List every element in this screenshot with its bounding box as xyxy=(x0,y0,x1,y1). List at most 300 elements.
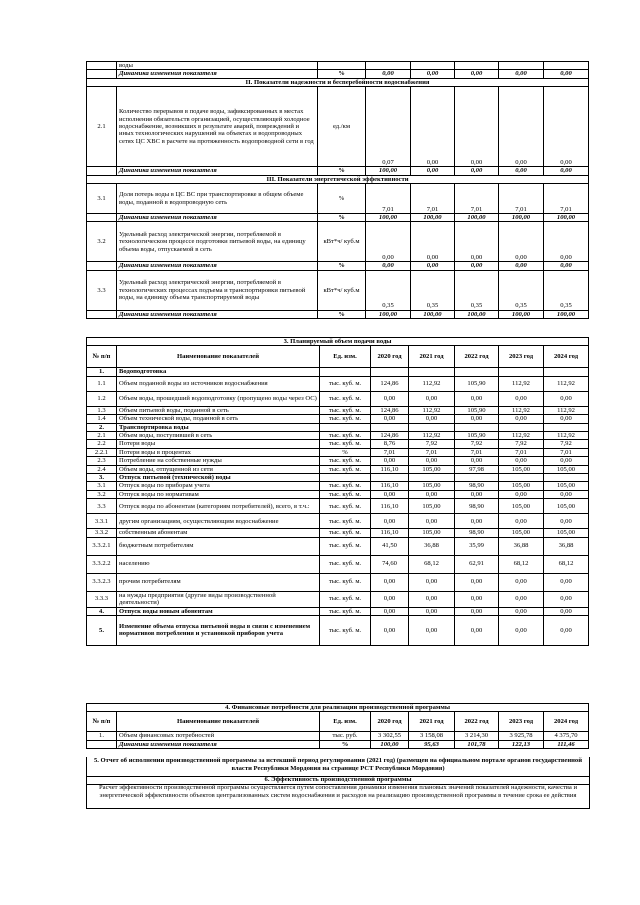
value-cell: 7,01 xyxy=(544,184,589,214)
value-cell: 105,00 xyxy=(409,499,455,514)
row-label: собственным абонентам xyxy=(117,529,320,537)
value-cell: 68,12 xyxy=(499,555,544,573)
value-cell: 0,00 xyxy=(409,514,455,529)
table-row xyxy=(87,514,589,529)
table-row xyxy=(87,740,589,748)
value-cell: 0,00 xyxy=(499,514,544,529)
table-header-row xyxy=(87,346,589,368)
value-cell: 0,00 xyxy=(455,167,499,175)
row-label: Количество перерывов в подаче воды, зафиксированных в местах исполнения обязательств организацией, осуществляющей холодное водоснабжение, возникших в результате аварий, повреждений и иных технологических нарушений на объектах и водопроводных сетях ЦС ХВС в расчете на протяженность водопроводной сети в год xyxy=(117,87,318,167)
unit-cell: тыс. куб. м. xyxy=(320,514,371,529)
value-cell: 0,00 xyxy=(409,615,455,645)
unit-cell: % xyxy=(318,310,366,318)
value-cell: 68,12 xyxy=(544,555,589,573)
value-cell: 100,00 xyxy=(544,310,589,318)
finance-table xyxy=(86,703,589,749)
value-cell: 0,35 xyxy=(544,270,589,310)
row-number: 1.2 xyxy=(87,391,117,406)
unit-cell: % xyxy=(318,167,366,175)
row-number: 1.1 xyxy=(87,376,117,391)
row-number: 3.3 xyxy=(87,499,117,514)
unit-cell: % xyxy=(318,184,366,214)
value-cell: 0,00 xyxy=(499,607,544,615)
unit-cell: тыс. куб. м. xyxy=(320,432,371,440)
row-label: Динамика изменения показателя xyxy=(117,214,318,222)
value-cell: 98,90 xyxy=(455,482,499,490)
value-cell: 0,00 xyxy=(499,87,544,167)
value-cell: 0,00 xyxy=(499,391,544,406)
table-row xyxy=(87,537,589,555)
unit-cell: ед./км xyxy=(318,87,366,167)
row-number: 3.1 xyxy=(87,184,117,214)
section-heading: II. Показатели надежности и бесперебойности водоснабжения xyxy=(87,78,589,86)
value-cell: 0,00 xyxy=(544,591,589,607)
column-header: 2020 год xyxy=(371,346,409,368)
value-cell: 7,92 xyxy=(455,440,499,448)
value-cell: 105,90 xyxy=(455,376,499,391)
value-cell: 112,92 xyxy=(544,406,589,414)
value-cell: 105,90 xyxy=(455,432,499,440)
value-cell: 0,35 xyxy=(366,270,411,310)
value-cell: 105,90 xyxy=(455,406,499,414)
value-cell: 36,88 xyxy=(544,537,589,555)
value-cell: 100,00 xyxy=(499,214,544,222)
value-cell: 0,00 xyxy=(455,87,499,167)
value-cell: 0,00 xyxy=(544,573,589,591)
value-cell: 98,90 xyxy=(455,529,499,537)
value-cell: 35,99 xyxy=(455,537,499,555)
value-cell: 0,00 xyxy=(409,573,455,591)
value-cell: 7,01 xyxy=(409,448,455,456)
value-cell: 101,78 xyxy=(455,740,499,748)
table-row xyxy=(87,368,589,376)
value-cell: 112,92 xyxy=(409,432,455,440)
row-label: прочим потребителям xyxy=(117,573,320,591)
unit-cell: тыс. куб. м. xyxy=(320,376,371,391)
table-row xyxy=(87,222,589,262)
value-cell: 41,50 xyxy=(371,537,409,555)
value-cell xyxy=(371,423,409,431)
column-header: 2023 год xyxy=(499,712,544,732)
value-cell: 116,10 xyxy=(371,499,409,514)
column-header: Ед. изм. xyxy=(320,346,371,368)
value-cell: 112,92 xyxy=(409,376,455,391)
column-header: 2022 год xyxy=(455,346,499,368)
row-number: 3. xyxy=(87,474,117,482)
value-cell: 0,00 xyxy=(499,573,544,591)
row-number: 3.2 xyxy=(87,490,117,498)
row-label: Объем воды, поступившей в сеть xyxy=(117,432,320,440)
row-label: Динамика изменения показателя xyxy=(117,740,320,748)
value-cell: 112,92 xyxy=(409,406,455,414)
row-label: Доля потерь воды в ЦС ВС при транспортировке в общем объеме воды, поданной в водопроводную сеть xyxy=(117,184,318,214)
value-cell: 105,00 xyxy=(544,465,589,473)
row-label: на нужды предприятия (другие виды производственной деятельности) xyxy=(117,591,320,607)
table-row xyxy=(87,262,589,270)
value-cell: 0,00 xyxy=(455,615,499,645)
value-cell: 7,01 xyxy=(411,184,455,214)
row-number: 2.1 xyxy=(87,87,117,167)
value-cell: 0,00 xyxy=(455,222,499,262)
table-row xyxy=(87,555,589,573)
value-cell: 3 925,78 xyxy=(499,732,544,740)
table-row xyxy=(87,482,589,490)
row-label: Объем воды, прошедший водоподготовку (пропущено воды через ОС) xyxy=(117,391,320,406)
value-cell: 8,76 xyxy=(371,440,409,448)
value-cell xyxy=(371,474,409,482)
value-cell: 0,00 xyxy=(409,415,455,423)
column-header: 2021 год xyxy=(409,346,455,368)
water-supply-table xyxy=(86,337,589,646)
value-cell: 0,07 xyxy=(366,87,411,167)
value-cell: 0,00 xyxy=(366,262,411,270)
row-label: Динамика изменения показателя xyxy=(117,167,318,175)
value-cell xyxy=(455,474,499,482)
value-cell: 7,01 xyxy=(455,448,499,456)
row-number: 4. xyxy=(87,607,117,615)
value-cell: 3 214,30 xyxy=(455,732,499,740)
value-cell: 105,00 xyxy=(499,465,544,473)
row-label: Отпуск питьевой (технической) воды xyxy=(117,474,320,482)
unit-cell: % xyxy=(318,214,366,222)
value-cell xyxy=(499,423,544,431)
column-header: Наименование показателей xyxy=(117,712,320,732)
table-body xyxy=(87,368,589,646)
value-cell: 95,63 xyxy=(409,740,455,748)
unit-cell: тыс. куб. м. xyxy=(320,607,371,615)
value-cell: 112,92 xyxy=(499,432,544,440)
unit-cell: тыс. куб. м. xyxy=(320,490,371,498)
unit-cell: кВт*ч/ куб.м xyxy=(318,222,366,262)
value-cell: 105,00 xyxy=(499,499,544,514)
value-cell: 0,35 xyxy=(411,270,455,310)
value-cell: 7,01 xyxy=(371,448,409,456)
value-cell: 0,00 xyxy=(499,167,544,175)
row-label: Удельный расход электрической энергии, потребляемой в технологическом процессе подготовки питьевой воды, на единицу объема воды, отпускаемой в сеть xyxy=(117,222,318,262)
table-row xyxy=(87,391,589,406)
value-cell xyxy=(455,368,499,376)
row-number: 3.2 xyxy=(87,222,117,262)
value-cell: 100,00 xyxy=(455,310,499,318)
value-cell xyxy=(544,474,589,482)
value-cell: 3 302,55 xyxy=(371,732,409,740)
row-label: Объем поданной воды из источников водоснабжения xyxy=(117,376,320,391)
row-label: Потребление на собственные нужды xyxy=(117,457,320,465)
value-cell: 112,92 xyxy=(499,376,544,391)
row-label: Объем финансовых потребностей xyxy=(117,732,320,740)
value-cell: 0,00 xyxy=(499,457,544,465)
value-cell: 0,00 xyxy=(499,222,544,262)
column-header: № п/п xyxy=(87,346,117,368)
table-row xyxy=(87,573,589,591)
row-number: 1. xyxy=(87,368,117,376)
row-label: Изменение объема отпуска питьевой воды в связи с изменением нормативов потребления и установкой приборов учета xyxy=(117,615,320,645)
row-label: Транспортировка воды xyxy=(117,423,320,431)
row-number: 3.3 xyxy=(87,270,117,310)
table-header-row xyxy=(87,712,589,732)
column-header: Ед. изм. xyxy=(320,712,371,732)
table-row xyxy=(87,457,589,465)
value-cell: 7,92 xyxy=(409,440,455,448)
unit-cell: % xyxy=(318,262,366,270)
value-cell: 0,00 xyxy=(371,391,409,406)
unit-cell: тыс. куб. м. xyxy=(320,482,371,490)
value-cell: 0,00 xyxy=(411,87,455,167)
row-number: 2.1 xyxy=(87,432,117,440)
column-header: 2020 год xyxy=(371,712,409,732)
row-number: 2.2 xyxy=(87,440,117,448)
section-heading: III. Показатели энергетической эффективности xyxy=(87,175,589,183)
value-cell: 7,92 xyxy=(499,440,544,448)
unit-cell: тыс. руб. xyxy=(320,732,371,740)
value-cell: 0,00 xyxy=(371,514,409,529)
value-cell: 7,01 xyxy=(499,184,544,214)
value-cell xyxy=(499,368,544,376)
value-cell: 3 158,08 xyxy=(409,732,455,740)
value-cell: 98,90 xyxy=(455,499,499,514)
value-cell xyxy=(544,423,589,431)
value-cell xyxy=(409,423,455,431)
value-cell: 100,00 xyxy=(366,310,411,318)
value-cell: 36,88 xyxy=(499,537,544,555)
value-cell: 7,01 xyxy=(499,448,544,456)
value-cell: 0,00 xyxy=(409,391,455,406)
value-cell: 0,00 xyxy=(499,591,544,607)
unit-cell: тыс. куб. м. xyxy=(320,615,371,645)
value-cell: 0,00 xyxy=(411,262,455,270)
unit-cell: % xyxy=(318,70,366,78)
value-cell: 0,35 xyxy=(455,270,499,310)
value-cell: 0,00 xyxy=(455,262,499,270)
value-cell: 0,00 xyxy=(409,490,455,498)
column-header: 2022 год xyxy=(455,712,499,732)
unit-cell: тыс. куб. м. xyxy=(320,391,371,406)
row-number: 1.3 xyxy=(87,406,117,414)
value-cell: 0,00 xyxy=(371,591,409,607)
value-cell: 0,00 xyxy=(544,514,589,529)
table-row xyxy=(87,529,589,537)
value-cell: 105,00 xyxy=(409,529,455,537)
value-cell xyxy=(544,368,589,376)
column-header: 2024 год xyxy=(544,712,589,732)
value-cell: 36,88 xyxy=(409,537,455,555)
row-label: Объем технической воды, поданной в сеть xyxy=(117,415,320,423)
value-cell: 0,00 xyxy=(455,415,499,423)
value-cell: 0,00 xyxy=(455,490,499,498)
value-cell: 124,86 xyxy=(371,376,409,391)
value-cell: 116,10 xyxy=(371,482,409,490)
value-cell: 0,00 xyxy=(499,262,544,270)
row-number: 3.3.3 xyxy=(87,591,117,607)
value-cell: 0,00 xyxy=(499,615,544,645)
column-header: 2024 год xyxy=(544,346,589,368)
row-label: Потери воды в процентах xyxy=(117,448,320,456)
value-cell: 0,00 xyxy=(409,457,455,465)
value-cell: 0,00 xyxy=(544,615,589,645)
value-cell: 0,00 xyxy=(544,87,589,167)
unit-cell: кВт*ч/ куб.м xyxy=(318,270,366,310)
value-cell: 112,92 xyxy=(544,432,589,440)
value-cell: 0,00 xyxy=(544,391,589,406)
value-cell: 0,00 xyxy=(409,607,455,615)
table-row xyxy=(87,499,589,514)
row-label: Динамика изменения показателя xyxy=(117,262,318,270)
section-heading: 4. Финансовые потребности для реализации производственной программы xyxy=(87,704,589,712)
value-cell: 0,00 xyxy=(371,615,409,645)
unit-cell: тыс. куб. м. xyxy=(320,555,371,573)
unit-cell: тыс. куб. м. xyxy=(320,415,371,423)
table-row xyxy=(87,440,589,448)
row-label: Динамика изменения показателя xyxy=(117,310,318,318)
unit-cell: тыс. куб. м. xyxy=(320,591,371,607)
value-cell: 0,00 xyxy=(411,222,455,262)
table-row xyxy=(87,415,589,423)
value-cell: 105,00 xyxy=(544,482,589,490)
row-number: 3.1 xyxy=(87,482,117,490)
value-cell: 0,00 xyxy=(411,167,455,175)
row-label: Отпуск воды по нормативам xyxy=(117,490,320,498)
row-number: 2.4 xyxy=(87,465,117,473)
row-label: бюджетным потребителям xyxy=(117,537,320,555)
section-5-report-note: 5. Отчет об исполнении производственной программы за истекший период регулирования (2021 год) (размещен на официальном портале органов государственной власти Республики Мордовия на странице РСТ Республики Мордовия) xyxy=(86,757,590,777)
value-cell: 0,00 xyxy=(544,222,589,262)
unit-cell: тыс. куб. м. xyxy=(320,499,371,514)
value-cell: 0,00 xyxy=(499,490,544,498)
row-number: 3.3.2 xyxy=(87,529,117,537)
value-cell: 105,00 xyxy=(499,529,544,537)
value-cell: 112,92 xyxy=(499,406,544,414)
section-6-heading: 6. Эффективность производственной программы xyxy=(86,776,590,785)
value-cell: 100,00 xyxy=(366,167,411,175)
value-cell: 100,00 xyxy=(371,740,409,748)
table-row xyxy=(87,607,589,615)
row-number: 3.3.1 xyxy=(87,514,117,529)
value-cell: 111,46 xyxy=(544,740,589,748)
value-cell: 0,00 xyxy=(409,591,455,607)
value-cell: 0,00 xyxy=(544,607,589,615)
value-cell: 7,92 xyxy=(544,440,589,448)
table-row xyxy=(87,184,589,214)
table-row xyxy=(87,406,589,414)
table-row xyxy=(87,270,589,310)
value-cell: 0,00 xyxy=(455,514,499,529)
unit-cell: тыс. куб. м. xyxy=(320,465,371,473)
value-cell: 0,00 xyxy=(544,70,589,78)
value-cell: 0,00 xyxy=(544,262,589,270)
unit-cell xyxy=(320,423,371,431)
table-row xyxy=(87,87,589,167)
unit-cell: % xyxy=(320,740,371,748)
value-cell: 62,91 xyxy=(455,555,499,573)
row-label: Потери воды xyxy=(117,440,320,448)
value-cell: 105,00 xyxy=(544,529,589,537)
value-cell: 0,00 xyxy=(544,457,589,465)
value-cell: 0,00 xyxy=(371,573,409,591)
row-label: населению xyxy=(117,555,320,573)
unit-cell: тыс. куб. м. xyxy=(320,406,371,414)
section-heading: 3. Планируемый объем подачи воды xyxy=(87,338,589,346)
row-number: 2.2.1 xyxy=(87,448,117,456)
value-cell: 0,00 xyxy=(544,415,589,423)
value-cell: 100,00 xyxy=(499,310,544,318)
unit-cell: тыс. куб. м. xyxy=(320,529,371,537)
value-cell: 0,00 xyxy=(455,573,499,591)
value-cell: 0,00 xyxy=(371,415,409,423)
value-cell: 7,01 xyxy=(366,184,411,214)
table-row xyxy=(87,474,589,482)
value-cell: 100,00 xyxy=(544,214,589,222)
row-number: 1. xyxy=(87,732,117,740)
row-label: воды xyxy=(117,62,318,70)
value-cell: 0,00 xyxy=(455,391,499,406)
value-cell: 0,00 xyxy=(544,167,589,175)
row-label: Отпуск воды новым абонентам xyxy=(117,607,320,615)
value-cell xyxy=(409,474,455,482)
row-label: Водоподготовка xyxy=(117,368,320,376)
value-cell: 0,00 xyxy=(371,490,409,498)
value-cell: 0,00 xyxy=(371,457,409,465)
row-label: Отпуск воды по абонентам (категориям потребителей), всего, в т.ч.: xyxy=(117,499,320,514)
value-cell: 7,01 xyxy=(455,184,499,214)
table-row xyxy=(87,615,589,645)
section-6-text: Расчет эффективности производственной программы осуществляется путем сопоставления динамики изменения плановых значений показателей надежности, качества и энергетической эффективности объектов централизованных систем водоснабжения и расходов на реализацию производственной программы в течение срока ее действия xyxy=(86,784,590,809)
unit-cell: тыс. куб. м. xyxy=(320,457,371,465)
table-row xyxy=(87,465,589,473)
table-row xyxy=(87,376,589,391)
row-number: 3.3.2.1 xyxy=(87,537,117,555)
row-label: Объем питьевой воды, поданной в сеть xyxy=(117,406,320,414)
value-cell: 116,10 xyxy=(371,465,409,473)
row-number: 3.3.2.3 xyxy=(87,573,117,591)
unit-cell xyxy=(320,474,371,482)
value-cell: 0,35 xyxy=(499,270,544,310)
table-row xyxy=(87,167,589,175)
table-row xyxy=(87,732,589,740)
value-cell: 105,00 xyxy=(409,482,455,490)
value-cell: 0,00 xyxy=(544,490,589,498)
table-row xyxy=(87,310,589,318)
unit-cell: тыс. куб. м. xyxy=(320,537,371,555)
table-row xyxy=(87,214,589,222)
value-cell: 124,86 xyxy=(371,432,409,440)
row-number: 2.3 xyxy=(87,457,117,465)
row-number: 5. xyxy=(87,615,117,645)
column-header: Наименование показателей xyxy=(117,346,320,368)
unit-cell xyxy=(320,368,371,376)
table-row xyxy=(87,62,589,70)
value-cell: 68,12 xyxy=(409,555,455,573)
value-cell: 0,00 xyxy=(411,70,455,78)
table-row xyxy=(87,423,589,431)
value-cell xyxy=(455,423,499,431)
value-cell: 100,00 xyxy=(411,310,455,318)
table-row xyxy=(87,490,589,498)
value-cell: 105,00 xyxy=(544,499,589,514)
value-cell: 4 375,70 xyxy=(544,732,589,740)
indicators-table xyxy=(86,61,589,319)
row-label: Динамика изменения показателя xyxy=(117,70,318,78)
value-cell: 0,00 xyxy=(455,591,499,607)
value-cell: 124,86 xyxy=(371,406,409,414)
value-cell: 100,00 xyxy=(366,214,411,222)
column-header: 2021 год xyxy=(409,712,455,732)
value-cell: 0,00 xyxy=(366,70,411,78)
value-cell: 116,10 xyxy=(371,529,409,537)
column-header: № п/п xyxy=(87,712,117,732)
value-cell: 0,00 xyxy=(455,70,499,78)
value-cell: 100,00 xyxy=(411,214,455,222)
value-cell: 0,00 xyxy=(366,222,411,262)
